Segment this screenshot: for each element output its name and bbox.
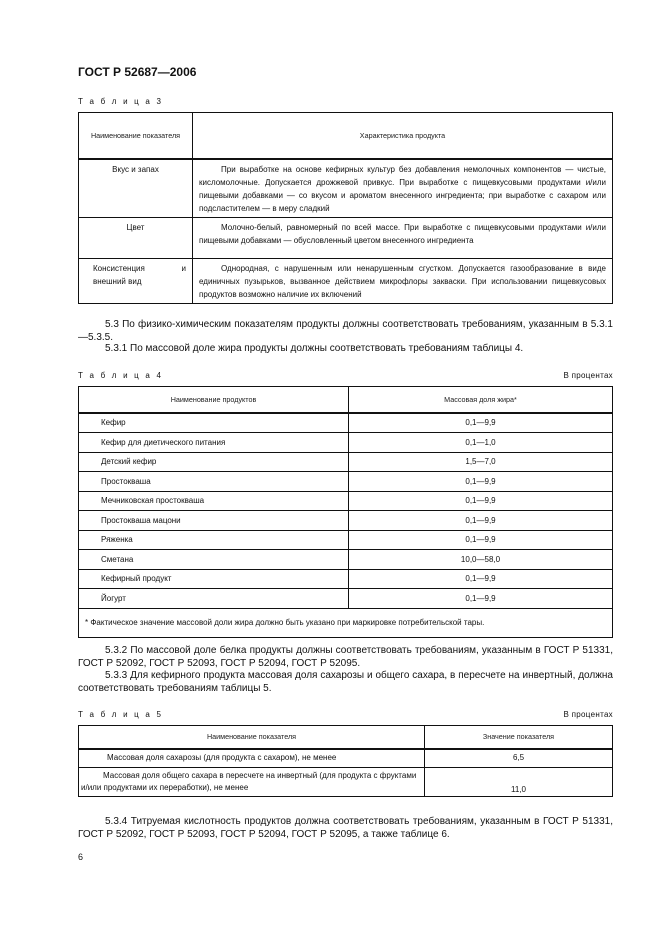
table-caption: Т а б л и ц а 3 bbox=[78, 97, 164, 106]
table-cell: Сметана bbox=[79, 550, 349, 570]
table-4 bbox=[78, 386, 613, 638]
table-header-cell: Значение показателя bbox=[425, 726, 613, 749]
paragraph-5-3-1: 5.3.1 По массовой доле жира продукты должны соответствовать требованиям таблицы 4. bbox=[105, 343, 524, 354]
table-cell: 0,1—9,9 bbox=[349, 472, 613, 492]
table-header-cell: Массовая доля жира* bbox=[349, 387, 613, 413]
table-row bbox=[79, 569, 613, 589]
table-cell: Кефир bbox=[79, 413, 349, 433]
table-cell: 0,1—1,0 bbox=[349, 433, 613, 453]
table-cell: 0,1—9,9 bbox=[349, 511, 613, 531]
paragraph-5-3-4: 5.3.4 Титруемая кислотность продуктов должна соответствовать требованиям, указанным в ГОСТ Р 51331, ГОСТ Р 52092, ГОСТ Р 52093, ГОСТ Р 52094, ГОСТ Р 52095, а также таблице 6. bbox=[78, 816, 613, 840]
table-cell: 1,5—7,0 bbox=[349, 452, 613, 472]
table-cell: Цвет bbox=[79, 217, 193, 258]
table-cell: Консистенция и внешний вид bbox=[79, 258, 193, 303]
table-unit: В процентах bbox=[563, 710, 613, 719]
table-unit: В процентах bbox=[563, 371, 613, 380]
table-cell: Массовая доля сахарозы (для продукта с сахаром), не менее bbox=[79, 749, 425, 768]
table-cell: 6,5 bbox=[425, 749, 613, 768]
table-cell: Вкус и запах bbox=[79, 159, 193, 218]
table-row bbox=[79, 491, 613, 511]
table-cell: Детский кефир bbox=[79, 452, 349, 472]
document-header: ГОСТ Р 52687—2006 bbox=[78, 65, 197, 79]
table-row bbox=[79, 258, 613, 303]
table-header-cell: Характеристика продукта bbox=[193, 113, 613, 159]
paragraph-5-3: 5.3 По физико-химическим показателям продукты должны соответствовать требованиям, указанным в 5.3.1—5.3.5. bbox=[78, 319, 613, 343]
table-cell: Простокваша мацони bbox=[79, 511, 349, 531]
table-row bbox=[79, 217, 613, 258]
table5-caption bbox=[78, 710, 613, 719]
table-row bbox=[79, 550, 613, 570]
table-row bbox=[79, 589, 613, 609]
table-cell: 10,0—58,0 bbox=[349, 550, 613, 570]
table-cell: 0,1—9,9 bbox=[349, 530, 613, 550]
table-row bbox=[79, 413, 613, 433]
table-cell: Молочно-белый, равномерный по всей массе. При выработке с пищевкусовыми продуктами и/или пищевыми добавками — обусловленный цветом внесенного ингредиента bbox=[193, 217, 613, 258]
table-cell: Йогурт bbox=[79, 589, 349, 609]
table-header-cell: Наименование продуктов bbox=[79, 387, 349, 413]
page-number: 6 bbox=[78, 852, 84, 862]
table3-caption bbox=[78, 97, 613, 106]
table-cell: Однородная, с нарушенным или ненарушенным сгустком. Допускается газообразование в виде единичных пузырьков, вызванное действием микрофлоры закваски. При использовании пищевкусовых продуктов возможно наличие их включений bbox=[193, 258, 613, 303]
table-row bbox=[79, 452, 613, 472]
table-row bbox=[79, 159, 613, 218]
table-cell: 0,1—9,9 bbox=[349, 569, 613, 589]
table-5 bbox=[78, 725, 613, 797]
table-3 bbox=[78, 112, 613, 304]
table-caption: Т а б л и ц а 5 bbox=[78, 710, 164, 719]
table4-caption bbox=[78, 371, 613, 380]
table-footnote: * Фактическое значение массовой доли жира должно быть указано при маркировке потребительской тары. bbox=[79, 608, 613, 638]
table-cell: Ряженка bbox=[79, 530, 349, 550]
table-cell: Массовая доля общего сахара в пересчете на инвертный (для продукта с фруктами и/или продуктами их переработки), не менее bbox=[79, 768, 425, 797]
table-cell: Кефир для диетического питания bbox=[79, 433, 349, 453]
table-cell: Простокваша bbox=[79, 472, 349, 492]
table-caption: Т а б л и ц а 4 bbox=[78, 371, 164, 380]
table-cell: 11,0 bbox=[425, 768, 613, 797]
paragraph-5-3-2: 5.3.2 По массовой доле белка продукты должны соответствовать требованиям, указанным в ГОСТ Р 51331, ГОСТ Р 52092, ГОСТ Р 52093, ГОСТ Р 52094, ГОСТ Р 52095. bbox=[78, 645, 613, 669]
table-header-cell: Наименование показателя bbox=[79, 726, 425, 749]
table-row bbox=[79, 472, 613, 492]
table-row bbox=[79, 768, 613, 797]
table-cell: 0,1—9,9 bbox=[349, 589, 613, 609]
table-cell: Мечниковская простокваша bbox=[79, 491, 349, 511]
table-cell: Кефирный продукт bbox=[79, 569, 349, 589]
paragraph-5-3-3: 5.3.3 Для кефирного продукта массовая доля сахарозы и общего сахара, в пересчете на инвертный, должна соответствовать требованиям таблицы 5. bbox=[78, 670, 613, 694]
table-row bbox=[79, 433, 613, 453]
table-header-cell: Наименование показателя bbox=[79, 113, 193, 159]
table-row bbox=[79, 530, 613, 550]
table-cell: При выработке на основе кефирных культур без добавления немолочных компонентов — чистые, кисломолочные. Допускается дрожжевой привкус. При выработке с пищевкусовыми продуктами и/или пищевыми добавками — со вкусом и ароматом внесенного ингредиента; при выработке с сахаром или подсластителем — в меру сладкий bbox=[193, 159, 613, 218]
table-cell: 0,1—9,9 bbox=[349, 413, 613, 433]
table-cell: 0,1—9,9 bbox=[349, 491, 613, 511]
table-row bbox=[79, 749, 613, 768]
table-row bbox=[79, 511, 613, 531]
